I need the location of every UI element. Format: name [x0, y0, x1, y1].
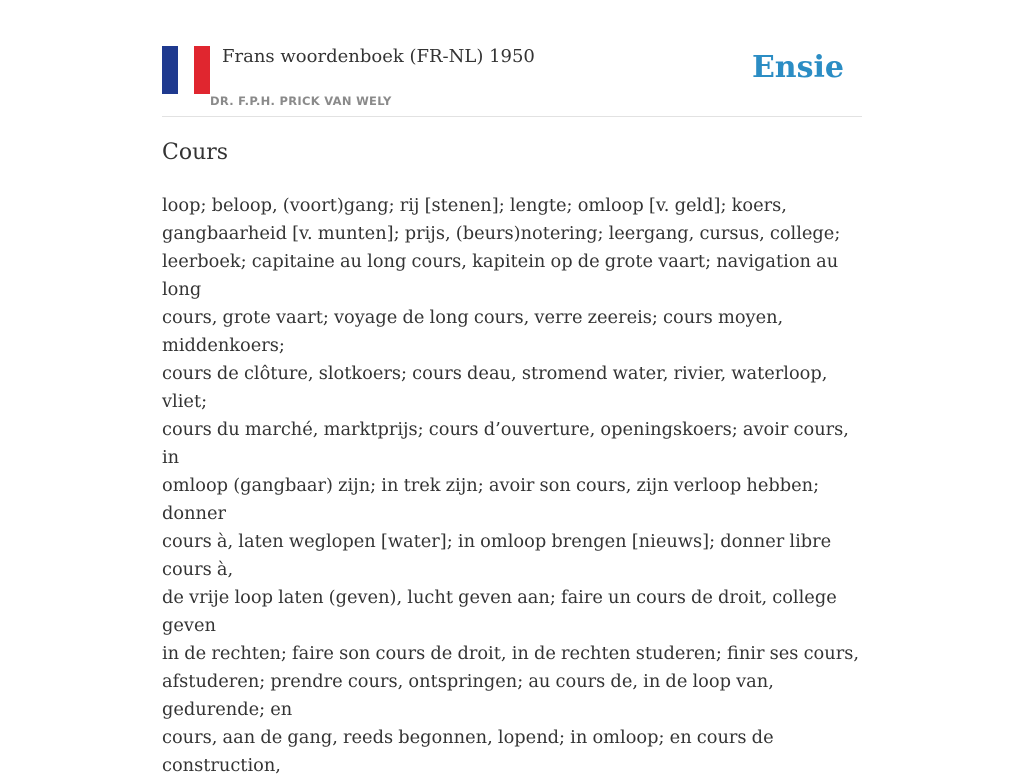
- definition-line: cours de clôture, slotkoers; cours deau, stromend water, rivier, waterloop, vliet;: [162, 363, 828, 412]
- definition-line: loop; beloop, (voort)gang; rij [stenen]; lengte; omloop [v. geld]; koers,: [162, 195, 787, 216]
- definition-line: leerboek; capitaine au long cours, kapitein op de grote vaart; navigation au long: [162, 251, 839, 300]
- definition-line: afstuderen; prendre cours, ontspringen; au cours de, in de loop van, gedurende; en: [162, 671, 774, 720]
- definition-text: [162, 192, 862, 780]
- entry-header: [162, 0, 862, 117]
- definition-line: in de rechten; faire son cours de droit, in de rechten studeren; finir ses cours,: [162, 643, 859, 664]
- definition-line: cours du marché, marktprijs; cours d’ouverture, openingskoers; avoir cours, in: [162, 419, 849, 468]
- definition-line: cours, grote vaart; voyage de long cours, verre zeereis; cours moyen, middenkoers;: [162, 307, 784, 356]
- dictionary-title[interactable]: Frans woordenboek (FR-NL) 1950: [222, 46, 535, 67]
- definition-line: de vrije loop laten (geven), lucht geven aan; faire un cours de droit, college geven: [162, 587, 837, 636]
- definition-line: gangbaarheid [v. munten]; prijs, (beurs)notering; leergang, cursus, college;: [162, 223, 841, 244]
- dictionary-entry-card: [162, 0, 862, 776]
- ensie-logo[interactable]: Ensie: [751, 50, 844, 85]
- headword: Cours: [162, 140, 229, 165]
- definition-line: cours, aan de gang, reeds begonnen, lopend; in omloop; en cours de construction,: [162, 727, 774, 776]
- definition-line: cours à, laten weglopen [water]; in omloop brengen [nieuws]; donner libre cours à,: [162, 531, 832, 580]
- definition-line: omloop (gangbaar) zijn; in trek zijn; avoir son cours, zijn verloop hebben; donner: [162, 475, 820, 524]
- dictionary-author[interactable]: DR. F.P.H. PRICK VAN WELY: [210, 94, 392, 108]
- french-flag-icon: [162, 46, 210, 94]
